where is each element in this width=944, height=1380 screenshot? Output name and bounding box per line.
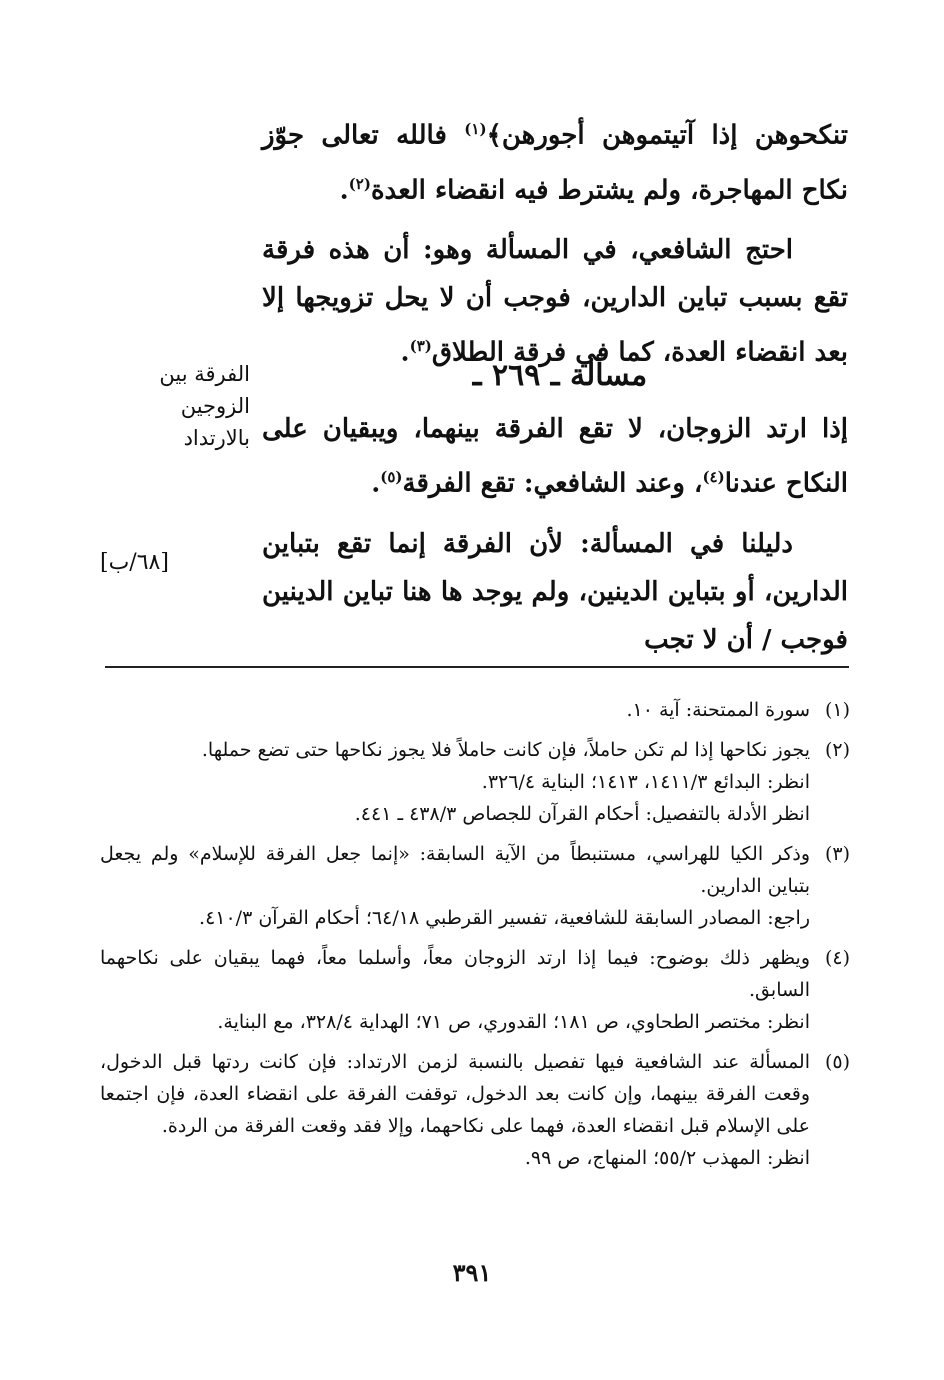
paragraph-3-text-b: ، وعند الشافعي: تقع الفرقة <box>402 468 703 499</box>
footnote-body <box>100 1046 810 1174</box>
footnote-line: راجع: المصادر السابقة للشافعية، تفسير القرطبي ٦٤/١٨؛ أحكام القرآن ٤١٠/٣. <box>199 907 810 929</box>
paragraph-3-text-a: إذا ارتد الزوجان، لا تقع الفرقة بينهما، ويبقيان على النكاح عندنا <box>262 414 848 499</box>
quran-quote-end: تنكحوهن إذا آتيتموهن أجورهن﴾ <box>486 120 849 151</box>
footnote-body <box>100 838 810 934</box>
footnote-line: انظر: البدائع ١٤١١/٣، ١٤١٣؛ البناية ٣٢٦/٤. <box>481 771 810 793</box>
paragraph-2-end: . <box>400 337 410 368</box>
footnote-3 <box>100 838 850 934</box>
footnote-number: (٢) <box>824 739 850 761</box>
folio-marker: [٦٨/ب] <box>100 550 169 575</box>
footnote-2 <box>100 734 850 830</box>
footnote-body <box>100 942 810 1038</box>
footnote-ref-3: (٣) <box>409 337 432 356</box>
paragraph-1 <box>262 105 848 214</box>
paragraph-1-end: . <box>339 175 349 206</box>
footnote-body <box>100 734 810 830</box>
footnote-divider <box>105 666 849 668</box>
footnote-line: سورة الممتحنة: آية ١٠. <box>626 699 810 721</box>
paragraph-3 <box>262 405 848 508</box>
footnote-number: (٣) <box>824 843 850 865</box>
footnote-ref-2: (٢) <box>348 174 371 193</box>
footnote-number: (٥) <box>824 1051 850 1073</box>
footnote-line: ويظهر ذلك بوضوح: فيما إذا ارتد الزوجان معاً، وأسلما معاً، فهما يبقيان على نكاحهما السابق. <box>100 947 810 1001</box>
footnote-line: يجوز نكاحها إذا لم تكن حاملاً، فإن كانت حاملاً فلا يجوز نكاحها حتى تضع حملها. <box>201 739 810 761</box>
main-text-top <box>262 105 848 377</box>
paragraph-3-end: . <box>371 468 381 499</box>
paragraph-1-text: فالله تعالى جوّز نكاح المهاجرة، ولم يشترط فيه انقضاء العدة <box>262 120 848 206</box>
footnote-number: (٤) <box>824 947 850 969</box>
footnote-ref-5: (٥) <box>380 468 403 486</box>
footnotes <box>100 694 850 1182</box>
issue-heading: مسألة ـ ٢٦٩ ـ <box>472 358 648 393</box>
footnote-ref-1: (١) <box>464 120 487 138</box>
footnote-ref-4: (٤) <box>702 468 725 486</box>
footnote-line: المسألة عند الشافعية فيها تفصيل بالنسبة لزمن الارتداد: فإن كانت ردتها قبل الدخول، وقعت الفرقة بينهما، وإن كانت بعد الدخول، توقفت الفرقة على انقضاء العدة، فإن اجتمعا على الإسلام قبل انقضاء العدة، فهما على نكاحهما، وإلا فقد وقعت الفرقة من الردة. <box>100 1051 810 1137</box>
footnote-5 <box>100 1046 850 1174</box>
footnote-number: (١) <box>824 699 850 721</box>
margin-side-note: الفرقة بين الزوجين بالارتداد <box>159 362 250 450</box>
paragraph-2-text: احتج الشافعي، في المسألة وهو: أن هذه فرقة تقع بسبب تباين الدارين، فوجب أن لا يحل تزويجها إلا بعد انقضاء العدة، كما في فرقة الطلاق <box>262 235 848 368</box>
footnote-body <box>100 694 810 726</box>
footnote-line: انظر: مختصر الطحاوي، ص ١٨١؛ القدوري، ص ٧١؛ الهداية ٣٢٨/٤، مع البناية. <box>217 1011 810 1033</box>
main-text-bottom <box>262 405 848 664</box>
footnote-4 <box>100 942 850 1038</box>
footnote-1 <box>100 694 850 726</box>
page-number: ٣٩١ <box>452 1258 492 1287</box>
footnote-line: وذكر الكيا للهراسي، مستنبطاً من الآية السابقة: «إنما جعل الفرقة للإسلام» ولم يجعل بتباين الدارين. <box>100 843 810 897</box>
footnote-line: انظر الأدلة بالتفصيل: أحكام القرآن للجصاص ٤٣٨/٣ ـ ٤٤١. <box>354 803 810 825</box>
paragraph-4: دليلنا في المسألة: لأن الفرقة إنما تقع بتباين الدارين، أو بتباين الدينين، ولم يوجد ها هنا تباين الدينين فوجب / أن لا تجب <box>262 528 848 655</box>
footnote-line: انظر: المهذب ٥٥/٢؛ المنهاج، ص ٩٩. <box>524 1147 810 1169</box>
